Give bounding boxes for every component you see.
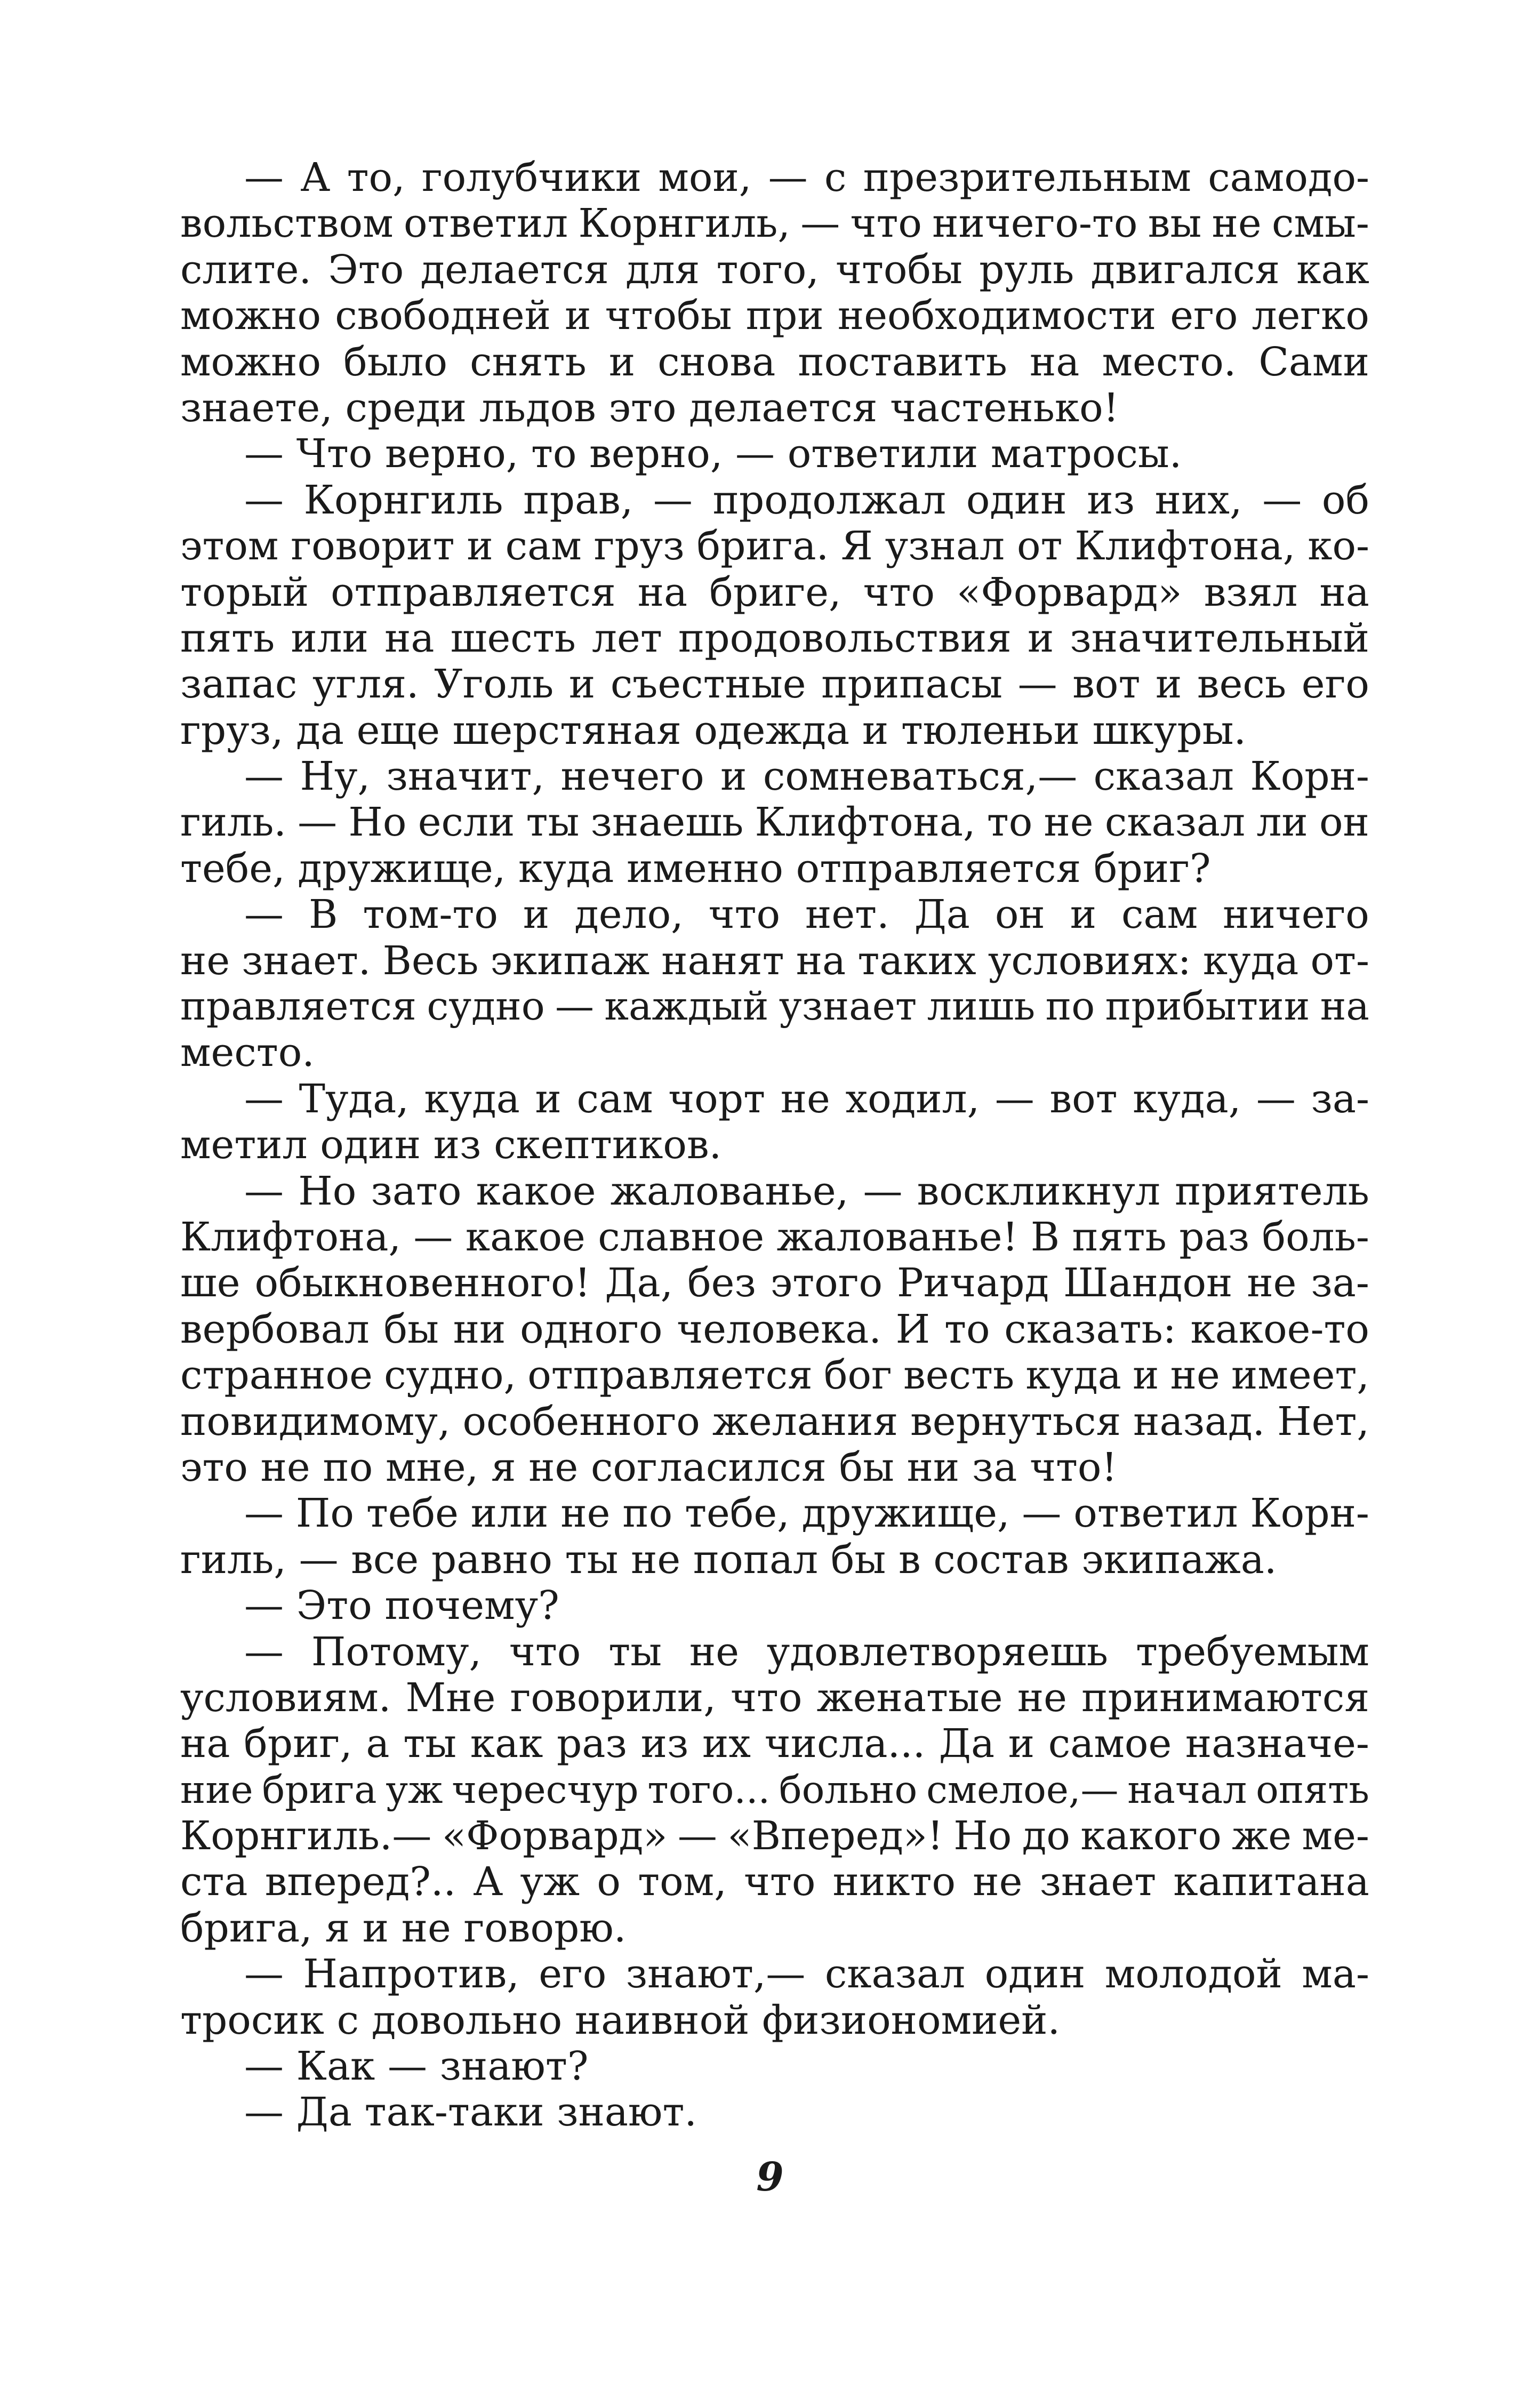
text-line: ста вперед?.. А уж о том, что никто не знает капитана (180, 1859, 1369, 1905)
text-line: вольством ответил Корнгиль, — что ничего-то вы не смы- (180, 200, 1369, 247)
text-line: — По тебе или не по тебе, дружище, — ответил Корн- (244, 1490, 1369, 1537)
text-line: — Как — знают? (244, 2043, 589, 2090)
text-line: знаете, среди льдов это делается частенько! (180, 384, 1119, 431)
text-line: — Ну, значит, нечего и сомневаться,— сказал Корн- (244, 753, 1369, 800)
text-line: странное судно, отправляется бог весть куда и не имеет, (180, 1352, 1369, 1399)
text-line: гиль, — все равно ты не попал бы в состав экипажа. (180, 1536, 1277, 1583)
text-line: запас угля. Уголь и съестные припасы — вот и весь его (180, 661, 1369, 708)
text-line: Клифтона, — какое славное жалованье! В пять раз боль- (180, 1214, 1369, 1260)
text-line: повидимому, особенного желания вернуться назад. Нет, (180, 1398, 1369, 1445)
text-line: — Что верно, то верно, — ответили матросы. (244, 431, 1182, 477)
text-line: вербовал бы ни одного человека. И то сказать: какое-то (180, 1306, 1369, 1352)
text-line: — Напротив, его знают,— сказал один молодой ма- (244, 1951, 1369, 1997)
text-line: ние брига уж чересчур того... больно смелое,— начал опять (180, 1767, 1369, 1812)
text-line: торый отправляется на бриге, что «Форвард» взял на (180, 569, 1369, 615)
text-line: место. (180, 1030, 315, 1076)
text-line: — В том-то и дело, что нет. Да он и сам ничего (244, 892, 1369, 938)
text-line: на бриг, а ты как раз из их числа... Да и самое назначе- (180, 1721, 1369, 1767)
text-line: ше обыкновенного! Да, без этого Ричард Шандон не за- (180, 1260, 1369, 1306)
text-line: — Корнгиль прав, — продолжал один из них, — об (244, 477, 1369, 523)
text-line: — Туда, куда и сам чорт не ходил, — вот куда, — за- (244, 1076, 1369, 1122)
text-line: груз, да еще шерстяная одежда и тюленьи шкуры. (180, 707, 1247, 753)
text-line: пять или на шесть лет продовольствия и значительный (180, 615, 1369, 661)
text-line: — А то, голубчики мои, — с презрительным самодо- (244, 155, 1369, 200)
text-line: этом говорит и сам груз брига. Я узнал от Клифтона, ко- (180, 523, 1369, 569)
body-text (180, 155, 1369, 2136)
text-line: можно было снять и снова поставить на место. Сами (180, 339, 1369, 385)
text-line: гиль. — Но если ты знаешь Клифтона, то не сказал ли он (180, 799, 1369, 846)
text-line: метил один из скептиков. (180, 1122, 722, 1168)
text-line: условиям. Мне говорили, что женатые не принимаются (180, 1674, 1369, 1721)
page-number: 9 (756, 2154, 784, 2200)
text-line: тросик с довольно наивной физиономией. (180, 1997, 1061, 2043)
text-line: — Да так-таки знают. (244, 2089, 697, 2136)
text-line: — Потому, что ты не удовлетворяешь требуемым (244, 1628, 1369, 1675)
text-line: Корнгиль.— «Форвард» — «Вперед»! Но до какого же ме- (180, 1813, 1369, 1859)
text-line: можно свободней и чтобы при необходимости его легко (180, 293, 1369, 339)
text-line: не знает. Весь экипаж нанят на таких условиях: куда от- (180, 937, 1369, 984)
text-line: правляется судно — каждый узнает лишь по прибытии на (180, 984, 1369, 1030)
text-line: — Это почему? (244, 1583, 559, 1629)
text-line: тебе, дружище, куда именно отправляется бриг? (180, 845, 1211, 892)
text-line: брига, я и не говорю. (180, 1905, 627, 1951)
text-line: — Но зато какое жалованье, — воскликнул приятель (244, 1168, 1369, 1214)
text-line: это не по мне, я не согласился бы ни за что! (180, 1444, 1118, 1490)
text-line: слите. Это делается для того, чтобы руль двигался как (180, 246, 1369, 293)
